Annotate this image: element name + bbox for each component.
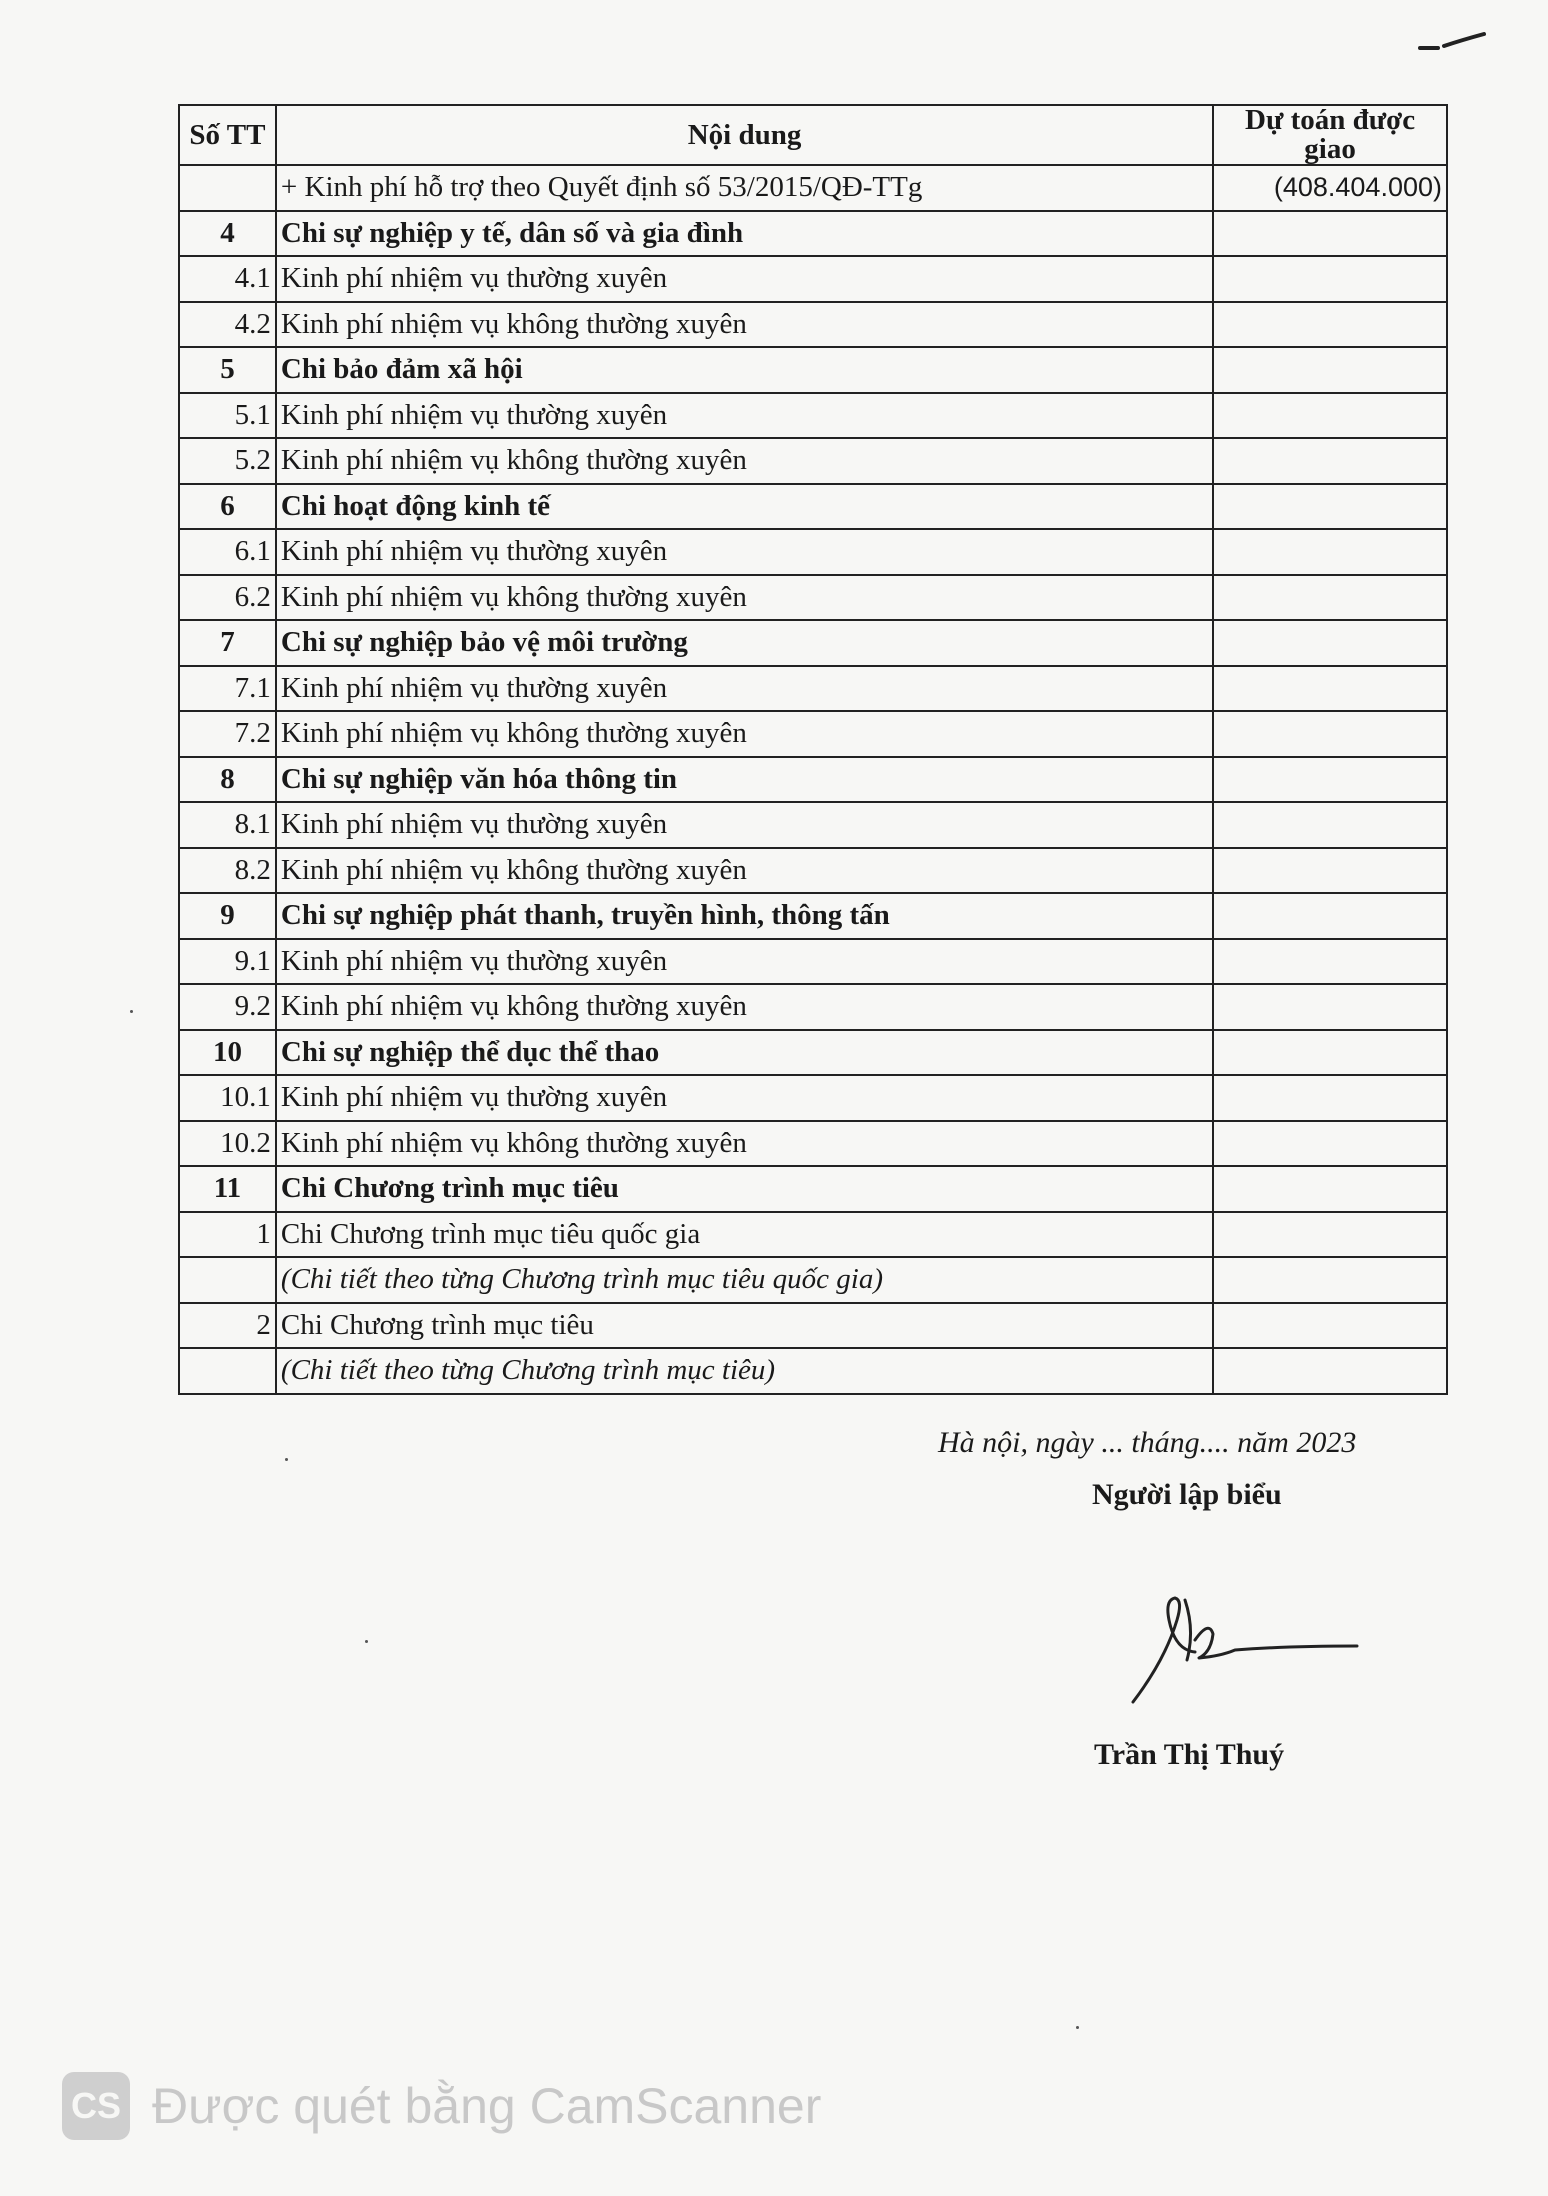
row-content: + Kinh phí hỗ trợ theo Quyết định số 53/2015/QĐ-TTg	[276, 165, 1213, 211]
table-row	[179, 165, 1447, 211]
row-number: 9	[179, 893, 276, 939]
row-amount	[1213, 1257, 1447, 1303]
row-number	[179, 1257, 276, 1303]
table-row	[179, 984, 1447, 1030]
row-amount	[1213, 211, 1447, 257]
row-number: 5	[179, 347, 276, 393]
speck	[130, 1010, 133, 1013]
table-body	[179, 165, 1447, 1394]
row-number: 1	[179, 1212, 276, 1258]
row-number: 8	[179, 757, 276, 803]
row-amount	[1213, 575, 1447, 621]
row-content: Kinh phí nhiệm vụ không thường xuyên	[276, 848, 1213, 894]
signing-date: Hà nội, ngày ... tháng.... năm 2023	[938, 1426, 1357, 1459]
row-amount	[1213, 984, 1447, 1030]
table-row	[179, 1075, 1447, 1121]
row-amount	[1213, 302, 1447, 348]
handwritten-signature	[1125, 1580, 1365, 1710]
row-number: 2	[179, 1303, 276, 1349]
table-row	[179, 893, 1447, 939]
row-content: Chi sự nghiệp phát thanh, truyền hình, thông tấn	[276, 893, 1213, 939]
speck	[285, 1458, 288, 1461]
row-amount	[1213, 893, 1447, 939]
row-number: 4.2	[179, 302, 276, 348]
row-number: 6	[179, 484, 276, 530]
table-row	[179, 757, 1447, 803]
row-amount	[1213, 802, 1447, 848]
row-number: 8.1	[179, 802, 276, 848]
row-content: Kinh phí nhiệm vụ không thường xuyên	[276, 302, 1213, 348]
table-row	[179, 347, 1447, 393]
row-content: Kinh phí nhiệm vụ thường xuyên	[276, 1075, 1213, 1121]
camscanner-text: Được quét bằng CamScanner	[152, 2078, 822, 2134]
row-number: 9.2	[179, 984, 276, 1030]
row-number	[179, 165, 276, 211]
row-content: Kinh phí nhiệm vụ thường xuyên	[276, 256, 1213, 302]
table-row	[179, 1166, 1447, 1212]
table-row	[179, 438, 1447, 484]
row-amount	[1213, 529, 1447, 575]
row-content: Chi hoạt động kinh tế	[276, 484, 1213, 530]
row-number: 7.1	[179, 666, 276, 712]
table-row	[179, 393, 1447, 439]
table-row	[179, 1121, 1447, 1167]
table-row	[179, 939, 1447, 985]
row-content: Kinh phí nhiệm vụ thường xuyên	[276, 393, 1213, 439]
row-amount	[1213, 711, 1447, 757]
row-content: Kinh phí nhiệm vụ không thường xuyên	[276, 984, 1213, 1030]
preparer-role: Người lập biểu	[1092, 1478, 1282, 1511]
row-content: Chi sự nghiệp thể dục thể thao	[276, 1030, 1213, 1076]
row-amount	[1213, 1348, 1447, 1394]
row-number: 8.2	[179, 848, 276, 894]
row-number: 4.1	[179, 256, 276, 302]
row-amount	[1213, 1121, 1447, 1167]
preparer-name: Trần Thị Thuý	[1094, 1738, 1285, 1771]
row-amount	[1213, 1166, 1447, 1212]
row-content: Chi bảo đảm xã hội	[276, 347, 1213, 393]
row-number: 11	[179, 1166, 276, 1212]
camscanner-logo-icon: CS	[62, 2072, 130, 2140]
row-content: (Chi tiết theo từng Chương trình mục tiêu quốc gia)	[276, 1257, 1213, 1303]
table-row	[179, 1212, 1447, 1258]
row-amount: (408.404.000)	[1213, 165, 1447, 211]
row-amount	[1213, 848, 1447, 894]
table-row	[179, 1348, 1447, 1394]
row-content: Kinh phí nhiệm vụ không thường xuyên	[276, 1121, 1213, 1167]
row-number: 4	[179, 211, 276, 257]
row-content: Chi sự nghiệp y tế, dân số và gia đình	[276, 211, 1213, 257]
header-amount: Dự toán được giao	[1213, 105, 1447, 165]
row-number: 6.1	[179, 529, 276, 575]
row-number	[179, 1348, 276, 1394]
table-row	[179, 575, 1447, 621]
table-row	[179, 302, 1447, 348]
row-content: Chi Chương trình mục tiêu quốc gia	[276, 1212, 1213, 1258]
row-amount	[1213, 1303, 1447, 1349]
row-amount	[1213, 1212, 1447, 1258]
table-row	[179, 1030, 1447, 1076]
table-row	[179, 666, 1447, 712]
table-row	[179, 256, 1447, 302]
row-content: Kinh phí nhiệm vụ thường xuyên	[276, 529, 1213, 575]
table-row	[179, 711, 1447, 757]
row-content: Kinh phí nhiệm vụ thường xuyên	[276, 802, 1213, 848]
table-row	[179, 848, 1447, 894]
row-amount	[1213, 484, 1447, 530]
row-content: Chi sự nghiệp bảo vệ môi trường	[276, 620, 1213, 666]
table-row	[179, 802, 1447, 848]
table-row	[179, 211, 1447, 257]
row-amount	[1213, 666, 1447, 712]
row-content: Kinh phí nhiệm vụ thường xuyên	[276, 939, 1213, 985]
row-number: 5.1	[179, 393, 276, 439]
row-number: 9.1	[179, 939, 276, 985]
row-amount	[1213, 1075, 1447, 1121]
row-content: Chi Chương trình mục tiêu	[276, 1166, 1213, 1212]
row-amount	[1213, 1030, 1447, 1076]
row-amount	[1213, 256, 1447, 302]
row-content: Kinh phí nhiệm vụ không thường xuyên	[276, 575, 1213, 621]
row-amount	[1213, 438, 1447, 484]
row-number: 5.2	[179, 438, 276, 484]
row-amount	[1213, 757, 1447, 803]
row-amount	[1213, 939, 1447, 985]
table-row	[179, 620, 1447, 666]
row-number: 7.2	[179, 711, 276, 757]
header-stt: Số TT	[179, 105, 276, 165]
row-content: Kinh phí nhiệm vụ thường xuyên	[276, 666, 1213, 712]
table-row	[179, 1257, 1447, 1303]
budget-table	[178, 104, 1448, 1395]
row-content: Chi sự nghiệp văn hóa thông tin	[276, 757, 1213, 803]
row-content: (Chi tiết theo từng Chương trình mục tiêu)	[276, 1348, 1213, 1394]
row-number: 10.2	[179, 1121, 276, 1167]
table-row	[179, 1303, 1447, 1349]
row-content: Kinh phí nhiệm vụ không thường xuyên	[276, 711, 1213, 757]
header-content: Nội dung	[276, 105, 1213, 165]
table-row	[179, 484, 1447, 530]
speck	[365, 1640, 368, 1643]
row-amount	[1213, 347, 1447, 393]
row-number: 6.2	[179, 575, 276, 621]
camscanner-watermark	[62, 2072, 821, 2140]
row-content: Chi Chương trình mục tiêu	[276, 1303, 1213, 1349]
row-content: Kinh phí nhiệm vụ không thường xuyên	[276, 438, 1213, 484]
row-number: 10.1	[179, 1075, 276, 1121]
table-row	[179, 529, 1447, 575]
row-amount	[1213, 393, 1447, 439]
row-number: 7	[179, 620, 276, 666]
speck	[1076, 2026, 1079, 2029]
row-number: 10	[179, 1030, 276, 1076]
row-amount	[1213, 620, 1447, 666]
table-header-row	[179, 105, 1447, 165]
pen-mark	[1418, 30, 1488, 54]
